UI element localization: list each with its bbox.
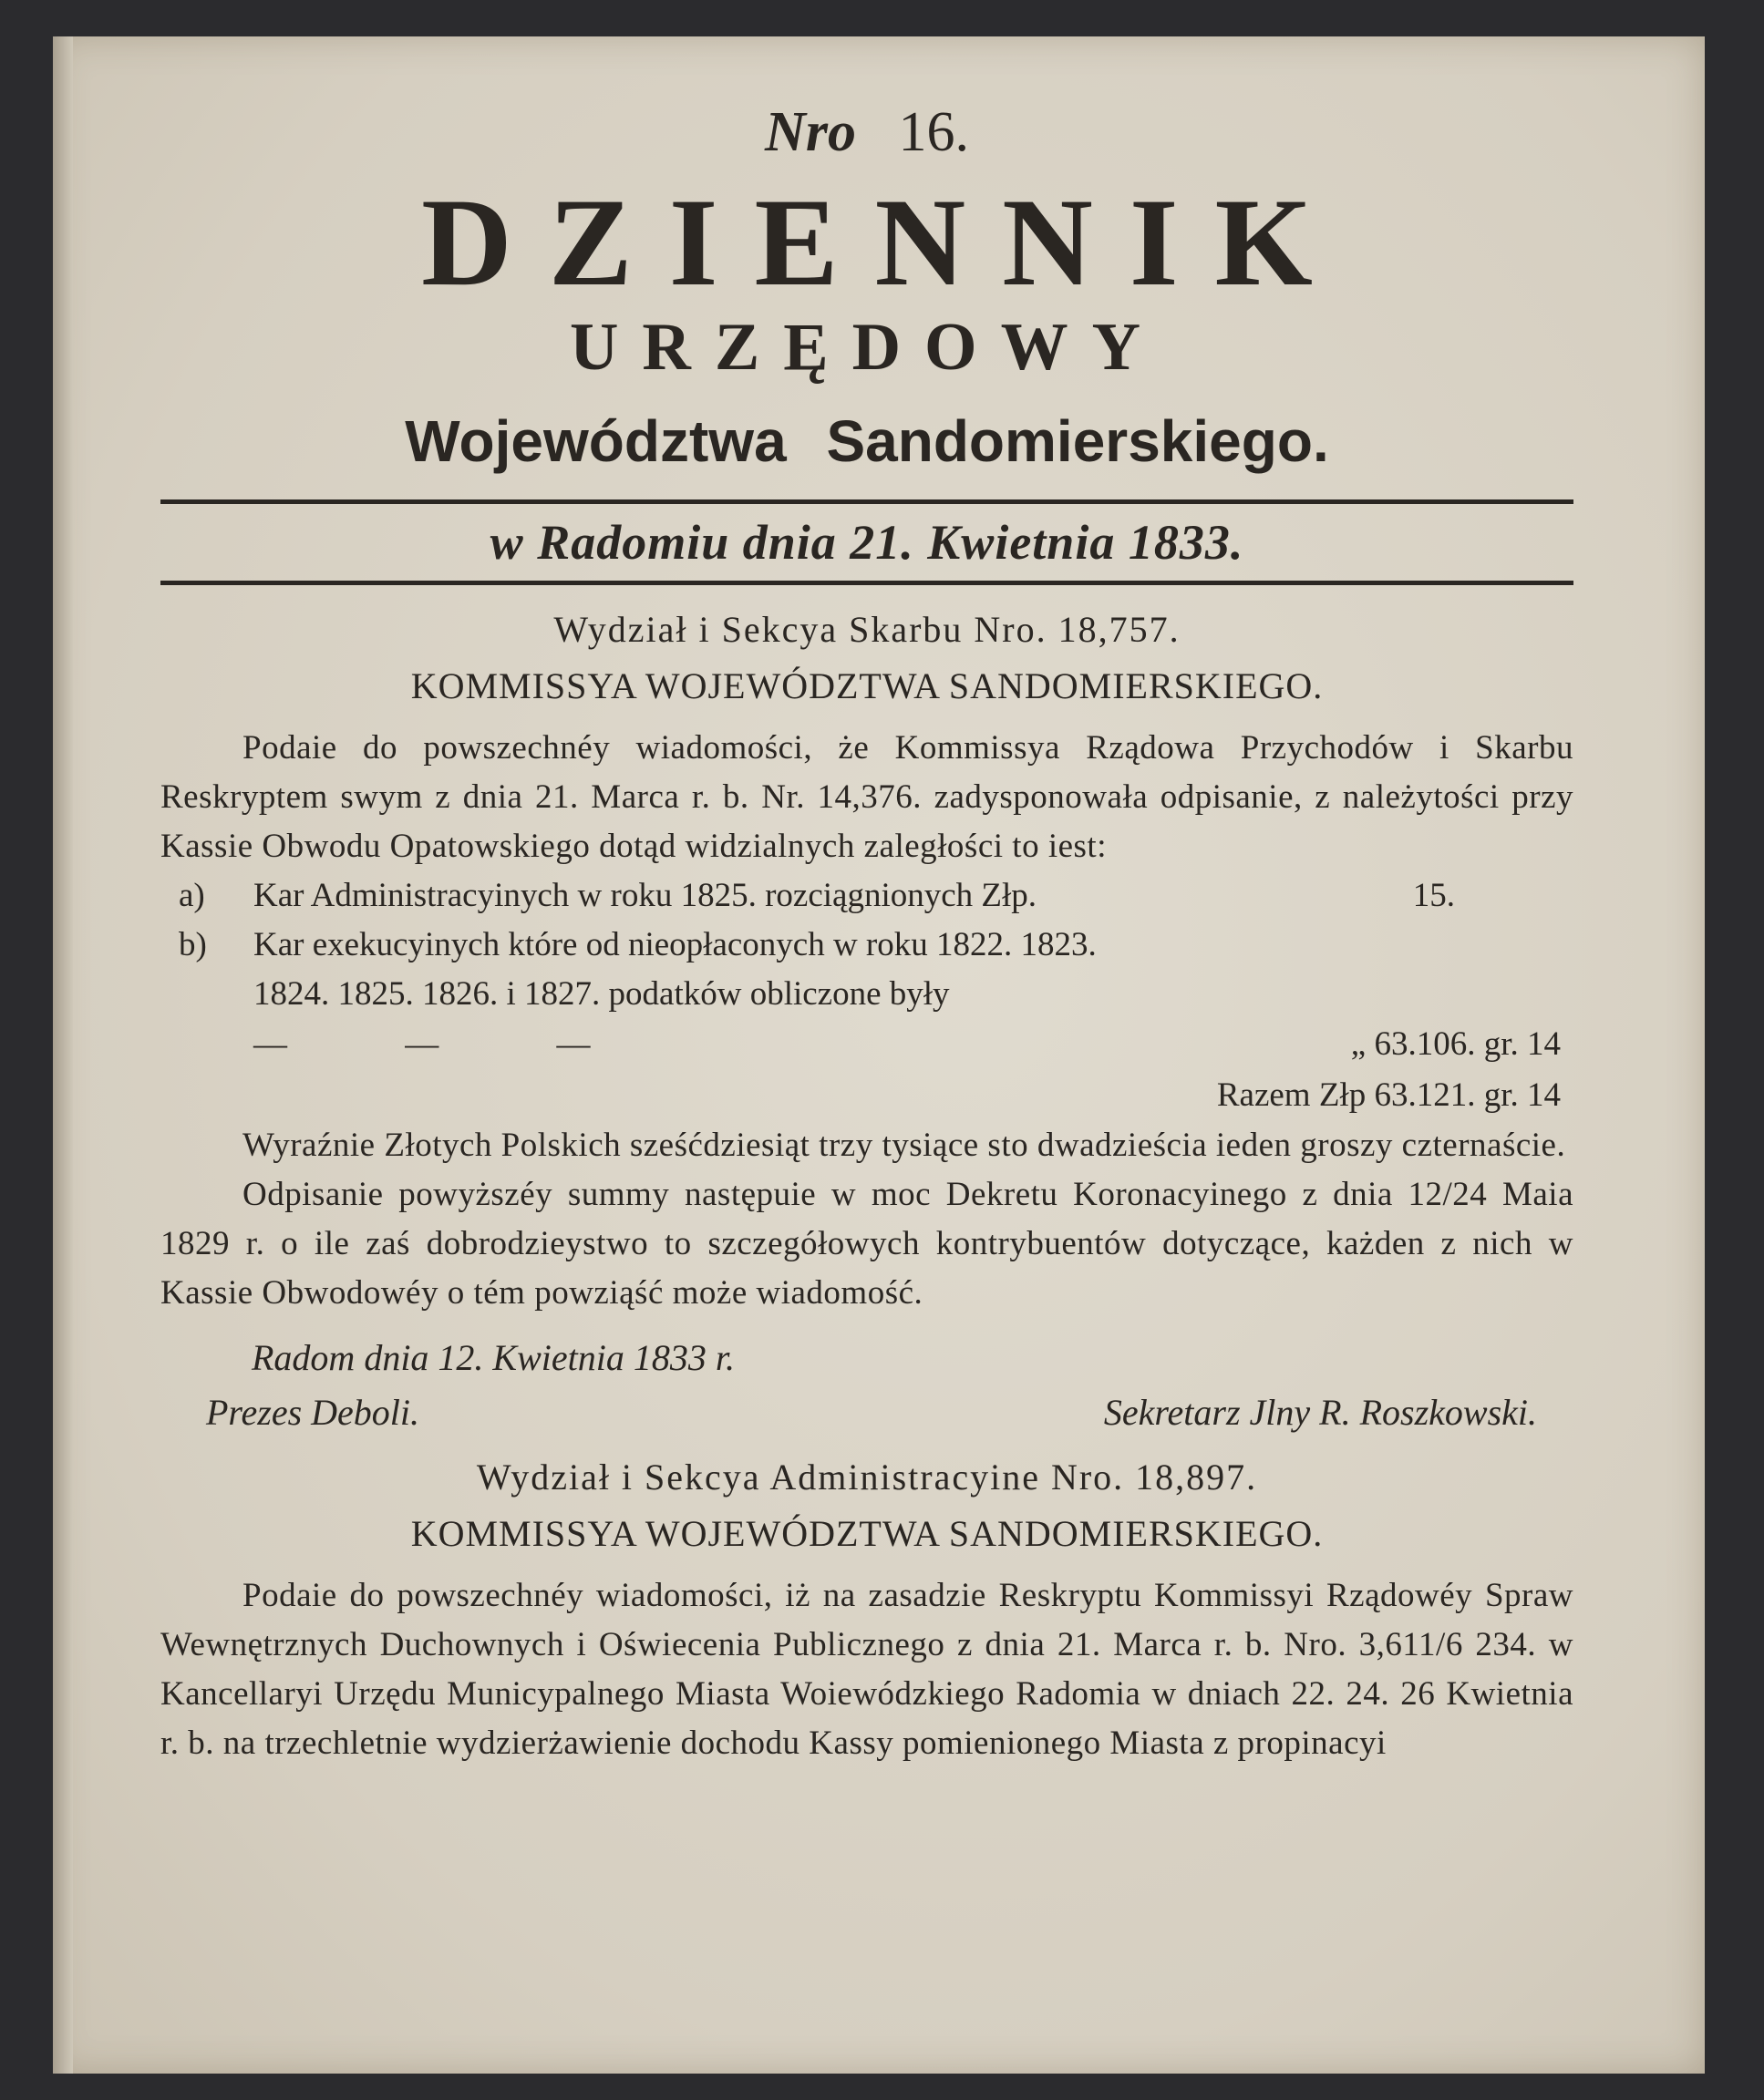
notice2-authority: KOMMISSYA WOJEWÓDZTWA SANDOMIERSKIEGO. [410, 1513, 1324, 1554]
item-a-text: Kar Administracyinych w roku 1825. rozciągnionych Złp. [253, 877, 1037, 914]
notice1-authority: KOMMISSYA WOJEWÓDZTWA SANDOMIERSKIEGO. [410, 665, 1324, 706]
item-a-amount: 15. [1412, 877, 1455, 914]
issue-number [160, 100, 1573, 179]
notice1-intro: Podaie do powszechnéy wiadomości, że Kommissya Rządowa Przychodów i Skarbu Reskryptem swym z dnia 21. Marca r. b. Nr. 14,376. zadysponowała odpisanie, z należytości przy Kassie Obwodu Opatowskiego dotąd widzialnych zaległości to iest: [160, 729, 1573, 865]
newspaper-region: Województwa Sandomierskiego. [405, 408, 1329, 474]
notice1-total: Razem Złp 63.121. gr. 14 [1216, 1076, 1561, 1114]
divider-bottom [160, 581, 1573, 585]
item-b-text: Kar exekucyinych które od nieopłaconych w roku 1822. 1823. 1824. 1825. 1826. i 1827. podatków obliczone były [253, 926, 1097, 1013]
notice1-item-b-amount-row [160, 1019, 1573, 1070]
item-a-label: a) [179, 877, 205, 914]
issue-label: Nro [765, 101, 856, 163]
dateline: w Radomiu dnia 21. Kwietnia 1833. [490, 515, 1244, 570]
notice1-division: Wydział i Sekcya Skarbu Nro. 18,757. [553, 609, 1181, 650]
secretary-signature: Sekretarz Jlny R. Roszkowski. [1103, 1392, 1537, 1433]
notice2-division: Wydział i Sekcya Administracyine Nro. 18,897. [476, 1457, 1258, 1498]
item-b-label: b) [179, 926, 207, 963]
notice2-body: Podaie do powszechnéy wiadomości, iż na zasadzie Reskryptu Kommissyi Rządowéy Spraw Wewnętrznych Duchownych i Oświecenia Publicznego z dnia 21. Marca r. b. Nro. 3,611/6 234. w Kancellaryi Urzędu Municypalnego Miasta Woiewódzkiego Radomia w dniach 22. 24. 26 Kwietnia r. b. na trzechletnie wydzierżawienie dochodu Kassy pomienionego Miasta z propinacyi [160, 1577, 1573, 1762]
notice1-in-words: Wyraźnie Złotych Polskich sześćdziesiąt trzy tysiące sto dwadzieścia ieden groszy czternaście. [242, 1127, 1566, 1164]
newspaper-subtitle: URZĘDOWY [569, 310, 1165, 385]
issue-value: 16. [898, 101, 969, 163]
notice1-item-b [160, 921, 1573, 1019]
notice1-item-a [160, 871, 1573, 921]
item-b-dashes: — — — [253, 1025, 645, 1063]
page-content [160, 89, 1573, 1768]
notice1-place-date: Radom dnia 12. Kwietnia 1833 r. [252, 1337, 736, 1378]
notice1-signatures [160, 1385, 1573, 1440]
newspaper-page [53, 36, 1705, 2074]
newspaper-title: DZIENNIK [421, 172, 1349, 312]
notice1-body: Odpisanie powyższéy summy następuie w moc Dekretu Koronacyinego z dnia 12/24 Maia 1829 r. o ile zaś dobrodzieystwo to szczegółowych kontrybuentów dotyczące, każden z nich w Kassie Obwodowéy o tém powziąść może wiadomość. [160, 1176, 1573, 1312]
page-spine [53, 36, 73, 2074]
item-b-amount: „ 63.106. gr. 14 [1350, 1025, 1561, 1063]
president-signature: Prezes Deboli. [206, 1392, 420, 1433]
